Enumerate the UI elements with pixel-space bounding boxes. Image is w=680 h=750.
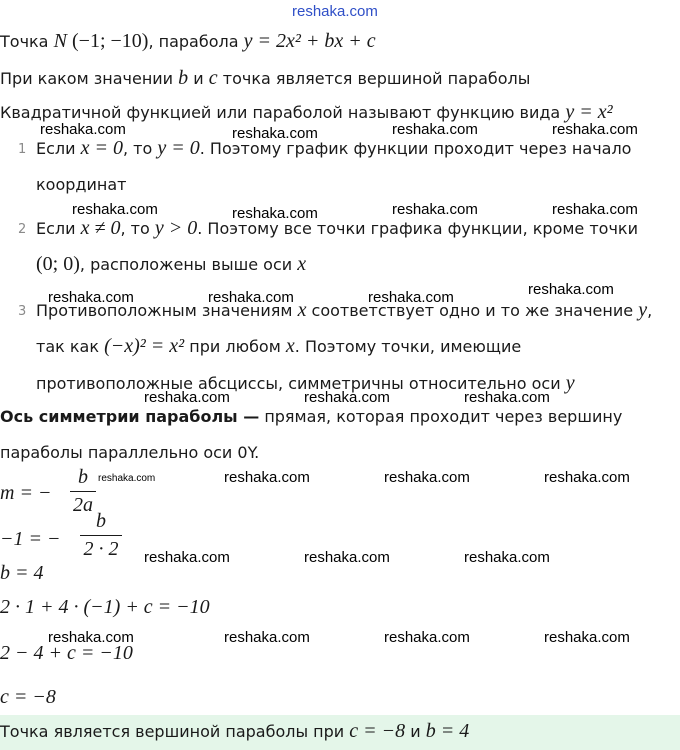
watermark[interactable]: reshaka.com xyxy=(144,389,230,406)
watermark[interactable]: reshaka.com xyxy=(304,549,390,566)
watermark[interactable]: reshaka.com xyxy=(232,205,318,222)
answer-and: и xyxy=(410,722,421,741)
item-text: , расположены выше оси xyxy=(79,255,293,274)
item-formula: x ≠ 0 xyxy=(80,217,121,239)
watermark[interactable]: reshaka.com xyxy=(224,629,310,646)
watermark[interactable]: reshaka.com xyxy=(464,389,550,406)
intro-text: Точка xyxy=(0,32,49,51)
item-formula: x xyxy=(297,299,307,321)
watermark[interactable]: reshaka.com xyxy=(552,201,638,218)
watermark[interactable]: reshaka.com xyxy=(528,281,614,298)
point-name: N xyxy=(53,30,67,52)
axis-definition-line-1 xyxy=(0,407,622,426)
list-item-2-line-1 xyxy=(36,217,638,240)
watermark-top[interactable]: reshaka.com xyxy=(292,3,378,20)
equation-2-fraction xyxy=(80,510,122,561)
answer-formula-b: b = 4 xyxy=(425,720,470,742)
item-formula: x = 0 xyxy=(80,137,123,159)
item-text: Противоположным значениям xyxy=(36,301,293,320)
watermark[interactable]: reshaka.com xyxy=(368,289,454,306)
axis-text: прямая, которая проходит через вершину xyxy=(264,407,623,426)
watermark[interactable]: reshaka.com xyxy=(304,389,390,406)
item-text: Если xyxy=(36,219,76,238)
parabola-equation: y = 2x² + bx + c xyxy=(243,30,376,52)
item-number: 1 xyxy=(18,142,27,157)
watermark[interactable]: reshaka.com xyxy=(40,121,126,138)
answer-text: Точка является вершиной параболы при xyxy=(0,722,345,741)
item-text: . Поэтому точки, имеющие xyxy=(294,337,522,356)
item-formula: (−x)² = x² xyxy=(104,335,185,357)
question-text-b: точка является вершиной параболы xyxy=(222,69,531,88)
item-text: при любом xyxy=(189,337,281,356)
watermark[interactable]: reshaka.com xyxy=(384,469,470,486)
question-and: и xyxy=(193,69,204,88)
item-number: 3 xyxy=(18,304,27,319)
fraction-denominator: 2 · 2 xyxy=(83,538,119,560)
item-text: Если xyxy=(36,139,76,158)
equation-4: 2 · 1 + 4 · (−1) + c = −10 xyxy=(0,596,210,618)
question xyxy=(0,67,530,90)
answer-line xyxy=(0,720,469,743)
item-formula: y > 0 xyxy=(154,217,198,239)
item-text: , то xyxy=(120,219,150,238)
watermark[interactable]: reshaka.com xyxy=(144,549,230,566)
var-b: b xyxy=(178,67,189,89)
fraction-bar xyxy=(80,535,122,536)
question-text-a: При каком значении xyxy=(0,69,174,88)
definition-text: Квадратичной функцией или параболой называют функцию вида xyxy=(0,103,561,122)
list-item-1-line-2: координат xyxy=(36,175,127,194)
equation-5: 2 − 4 + c = −10 xyxy=(0,642,133,664)
item-text: , xyxy=(647,301,653,320)
mid-text: , парабола xyxy=(148,32,239,51)
item-text: . Поэтому все точки графика функции, кроме точки xyxy=(197,219,638,238)
watermark[interactable]: reshaka.com xyxy=(544,629,630,646)
var-c: c xyxy=(208,67,218,89)
watermark-small[interactable]: reshaka.com xyxy=(98,473,156,484)
equation-3: b = 4 xyxy=(0,562,44,584)
fraction-denominator: 2a xyxy=(73,494,93,516)
item-text: . Поэтому график функции проходит через начало xyxy=(199,139,632,158)
watermark[interactable]: reshaka.com xyxy=(392,201,478,218)
fraction-numerator: b xyxy=(96,510,106,532)
watermark[interactable]: reshaka.com xyxy=(392,121,478,138)
problem-statement xyxy=(0,30,376,53)
item-text: , то xyxy=(123,139,153,158)
axis-term: Ось симметрии параболы — xyxy=(0,407,260,426)
item-text: соответствует одно и то же значение xyxy=(311,301,634,320)
item-formula: x xyxy=(297,253,307,275)
item-formula: x xyxy=(285,335,295,357)
watermark[interactable]: reshaka.com xyxy=(464,549,550,566)
item-formula: y xyxy=(638,299,648,321)
item-formula: y xyxy=(565,372,575,394)
equation-6: c = −8 xyxy=(0,686,56,708)
watermark[interactable]: reshaka.com xyxy=(48,289,134,306)
watermark[interactable]: reshaka.com xyxy=(72,201,158,218)
equation-2-lhs: −1 = − xyxy=(0,528,61,550)
fraction-numerator: b xyxy=(78,466,88,488)
watermark[interactable]: reshaka.com xyxy=(224,469,310,486)
item-number: 2 xyxy=(18,222,27,237)
list-item-1-line-1 xyxy=(36,137,631,160)
watermark[interactable]: reshaka.com xyxy=(232,125,318,142)
list-item-2-line-2 xyxy=(36,253,306,276)
axis-definition-line-2: параболы параллельно оси 0Y. xyxy=(0,443,260,462)
watermark[interactable]: reshaka.com xyxy=(544,469,630,486)
watermark[interactable]: reshaka.com xyxy=(384,629,470,646)
answer-formula-c: c = −8 xyxy=(349,720,406,742)
point-coords: (−1; −10) xyxy=(72,30,149,52)
equation-1-lhs: m = − xyxy=(0,482,52,504)
definition-formula: y = x² xyxy=(565,101,613,123)
answer-box xyxy=(0,715,680,750)
item-formula: y = 0 xyxy=(157,137,200,159)
list-item-3-line-2 xyxy=(36,335,521,358)
item-formula: (0; 0) xyxy=(36,253,80,275)
watermark[interactable]: reshaka.com xyxy=(48,629,134,646)
item-text: так как xyxy=(36,337,100,356)
fraction-bar xyxy=(70,491,96,492)
item-text: противоположные абсциссы, симметричны относительно оси xyxy=(36,374,561,393)
watermark[interactable]: reshaka.com xyxy=(552,121,638,138)
watermark[interactable]: reshaka.com xyxy=(208,289,294,306)
